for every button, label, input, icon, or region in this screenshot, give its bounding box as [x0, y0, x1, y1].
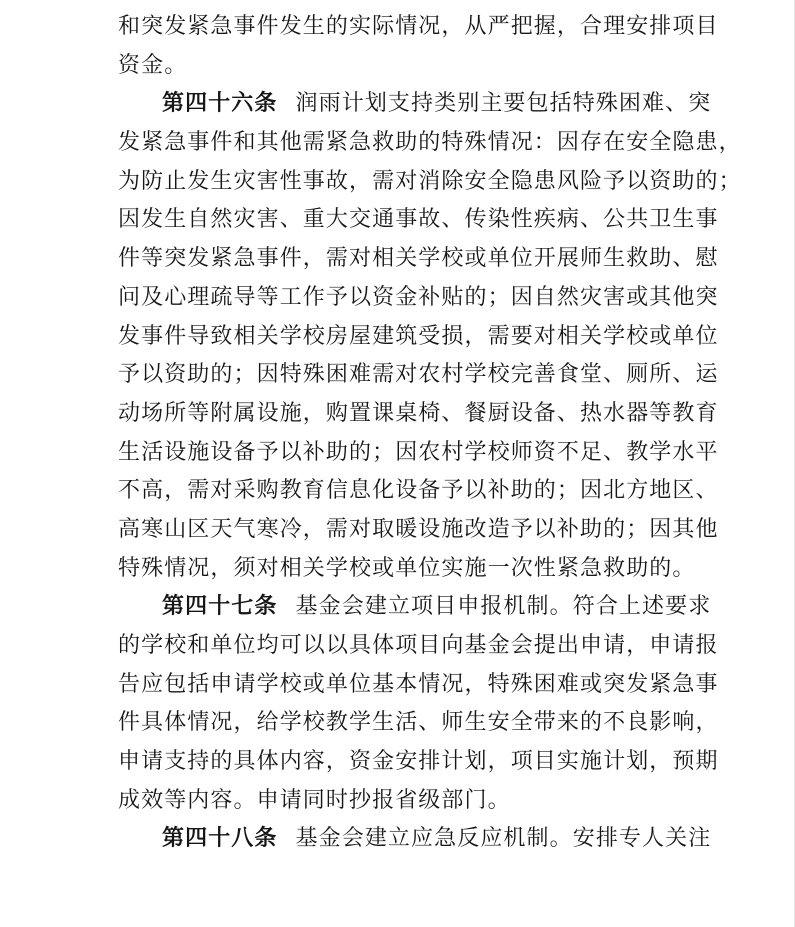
- text-line: 动场所等附属设施，购置课桌椅、餐厨设备、热水器等教育: [118, 400, 719, 426]
- article-46-number: 第四十六条: [162, 91, 278, 117]
- text-line: 的学校和单位均可以以具体项目向基金会提出申请，申请报: [118, 633, 719, 658]
- text-line: 件具体情况，给学校教学生活、师生安全带来的不良影响，: [118, 710, 719, 736]
- article-48-number: 第四十八条: [162, 826, 278, 852]
- text-line: 告应包括申请学校或单位基本情况，特殊困难或突发紧急事: [118, 671, 719, 697]
- article-46-first-line: [118, 85, 712, 124]
- text-line: 因发生自然灾害、重大交通事故、传染性疾病、公共卫生事: [118, 207, 719, 233]
- text-line: 问及心理疏导等工作予以资金补贴的；因自然灾害或其他突: [118, 284, 719, 310]
- article-47-text: 基金会建立项目申报机制。符合上述要求: [295, 594, 712, 620]
- text-line: 和突发紧急事件发生的实际情况，从严把握，合理安排项目: [118, 14, 719, 39]
- article-48-first-line: [118, 820, 712, 859]
- text-line: 发紧急事件和其他需紧急救助的特殊情况：因存在安全隐患，: [118, 130, 742, 156]
- text-line: 予以资助的；因特殊困难需对农村学校完善食堂、厕所、运: [118, 362, 719, 388]
- text-line: 资金。: [118, 52, 188, 78]
- text-line: 生活设施设备予以补助的；因农村学校师资不足、教学水平: [118, 439, 719, 465]
- article-48-text: 基金会建立应急反应机制。安排专人关注: [295, 826, 712, 852]
- article-47-first-line: [118, 588, 712, 627]
- text-line: 成效等内容。申请同时抄报省级部门。: [118, 787, 511, 813]
- article-46-text: 润雨计划支持类别主要包括特殊困难、突: [295, 91, 712, 117]
- text-line: 为防止发生灾害性事故，需对消除安全隐患风险予以资助的；: [118, 168, 742, 194]
- text-line: 发事件导致相关学校房屋建筑受损，需要对相关学校或单位: [118, 323, 719, 349]
- text-line: 高寒山区天气寒冷，需对取暖设施改造予以补助的；因其他: [118, 516, 719, 542]
- text-line: 不高，需对采购教育信息化设备予以补助的；因北方地区、: [118, 478, 719, 504]
- article-47-number: 第四十七条: [162, 594, 278, 620]
- text-line: 申请支持的具体内容，资金安排计划，项目实施计划，预期: [118, 749, 719, 775]
- text-line: 特殊情况，须对相关学校或单位实施一次性紧急救助的。: [118, 555, 696, 581]
- document-text: [118, 8, 742, 859]
- text-line: 件等突发紧急事件，需对相关学校或单位开展师生救助、慰: [118, 246, 719, 272]
